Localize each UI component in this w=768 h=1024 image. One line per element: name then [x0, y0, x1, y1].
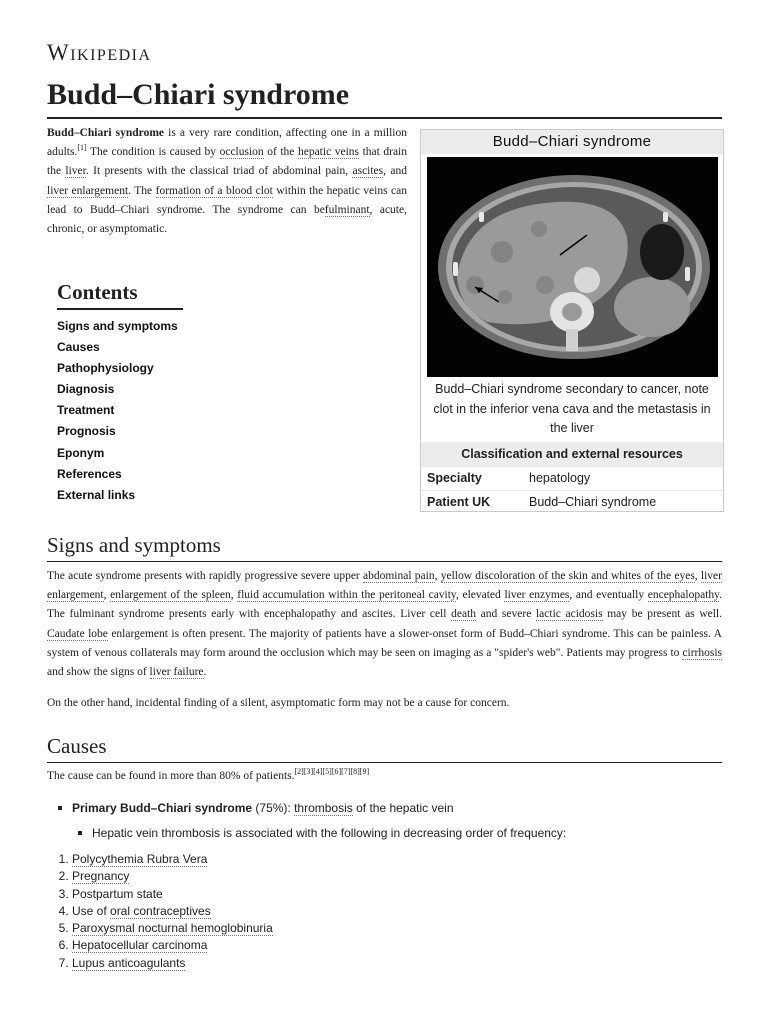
body-text: enlargement is often present. The majority of patients have a slower-onset form of Budd–Chiari syndrome. This can be painless. A system of venous collaterals may form around the occlusion which may be seen on imaging as a "spider's web". Patients may progress to — [47, 627, 722, 659]
list-item — [72, 851, 273, 868]
body-text: . — [203, 666, 207, 679]
body-text: . The fulminant syndrome presents early with encephalopathy and ascites. Liver cell — [47, 589, 723, 621]
body-text: , elevated — [455, 589, 505, 602]
body-text: , — [230, 589, 238, 602]
lead-bold-term: Budd–Chiari syndrome — [47, 127, 165, 139]
infobox-key: Specialty — [427, 470, 482, 485]
list-item-sub: Hepatic vein thrombosis is associated with the following in decreasing order of frequency: — [92, 826, 567, 840]
link-hcc[interactable]: Hepatocellular carcinoma — [72, 938, 208, 953]
primary-pct: (75%): — [252, 801, 295, 815]
lead-text: , acute, chronic, or asymptomatic. — [47, 203, 407, 236]
link-liver-failure[interactable]: liver failure — [149, 666, 204, 679]
toc-title: Contents — [57, 280, 183, 310]
list-item: 3. Postpartum state — [72, 886, 273, 903]
lead-text: within the hepatic veins can lead to Budd–Chiari syndrome. The syndrome can be — [47, 184, 407, 216]
infobox-row-specialty — [421, 466, 723, 490]
primary-bold: Primary Budd–Chiari syndrome — [72, 801, 253, 815]
lead-paragraph — [47, 124, 407, 239]
signs-paragraph-1 — [47, 567, 722, 682]
link-liver-enzymes[interactable]: liver enzymes — [504, 589, 570, 602]
toc-list — [57, 316, 197, 506]
infobox-section-header: Classification and external resources — [421, 442, 723, 466]
ct-scan-image[interactable] — [427, 157, 718, 377]
infobox-caption: Budd–Chiari syndrome secondary to cancer, note clot in the inferior vena cava and the metastasis in the liver — [433, 382, 711, 435]
infobox-value[interactable]: hepatology — [529, 470, 591, 485]
infobox — [420, 129, 724, 512]
lead-text: that drain the — [47, 146, 407, 178]
link-polycythemia[interactable]: Polycythemia Rubra Vera — [72, 852, 208, 866]
toc-item-eponym[interactable]: Eponym — [57, 445, 105, 460]
link-pnh[interactable]: Paroxysmal nocturnal hemoglobinuria — [72, 921, 273, 936]
ref-2-9[interactable]: [2][3][4][5][6][7][8][9] — [294, 767, 370, 777]
toc-item-treatment[interactable]: Treatment — [57, 403, 115, 418]
body-text: Use of — [72, 903, 111, 918]
link-cirrhosis[interactable]: cirrhosis — [682, 646, 722, 659]
link-liver-enlargement-2[interactable]: liver enlargement — [47, 570, 722, 602]
infobox-key: Patient UK — [427, 494, 491, 509]
body-text: , and eventually — [569, 589, 648, 602]
link-lupus[interactable]: Lupus anticoagulants — [72, 955, 186, 970]
list-item — [72, 955, 273, 972]
toc-item-external-links[interactable]: External links — [57, 487, 136, 502]
table-of-contents — [57, 280, 197, 506]
link-abdominal-pain[interactable]: abdominal pain — [363, 570, 435, 582]
infobox-row-patient-uk — [421, 490, 723, 514]
link-caudate-lobe[interactable]: Caudate lobe — [47, 627, 108, 640]
wikipedia-logo[interactable]: Wikipedia — [47, 40, 152, 65]
link-fulminant[interactable]: fulminant — [324, 203, 370, 216]
link-liver[interactable]: liver — [65, 165, 86, 178]
list-item — [72, 920, 273, 937]
body-text: , — [434, 570, 441, 582]
body-text: and show the signs of — [47, 666, 150, 679]
lead-text: of the — [263, 146, 298, 159]
body-text: , — [694, 570, 701, 582]
lead-text: The condition is caused by — [86, 146, 220, 159]
body-text: , — [103, 589, 111, 602]
lead-text: , and — [383, 165, 407, 178]
body-text: The cause can be found in more than 80% of patients. — [47, 770, 295, 782]
lead-text: is a very rare condition, affecting one in a million adults. — [47, 127, 407, 159]
frequency-list — [47, 851, 273, 972]
link-lactic-acidosis[interactable]: lactic acidosis — [535, 608, 603, 621]
page-title: Budd–Chiari syndrome — [47, 77, 722, 119]
section-heading-signs: Signs and symptoms — [47, 532, 722, 562]
lead-text: . The — [128, 184, 156, 197]
list-item-primary — [72, 799, 454, 817]
infobox-value[interactable]: Budd–Chiari syndrome — [529, 494, 657, 509]
signs-paragraph-2: On the other hand, incidental finding of a silent, asymptomatic form may not be a cause for concern. — [47, 697, 510, 709]
ct-scan-illustration — [427, 157, 718, 377]
body-text: may be present as well. — [602, 608, 722, 621]
link-jaundice[interactable]: yellow discoloration of the skin and whites of the eyes — [440, 570, 695, 582]
toc-item-pathophysiology[interactable]: Pathophysiology — [57, 361, 154, 376]
link-blood-clot[interactable]: formation of a blood clot — [155, 184, 273, 197]
link-death[interactable]: death — [451, 608, 477, 621]
list-item — [72, 903, 273, 920]
body-text: The acute syndrome presents with rapidly progressive severe upper — [47, 570, 363, 582]
link-hepatic-veins[interactable]: hepatic veins — [297, 146, 360, 159]
lead-text: . It presents with the classical triad of abdominal pain, — [85, 165, 353, 178]
toc-item-diagnosis[interactable]: Diagnosis — [57, 382, 115, 397]
toc-item-causes[interactable]: Causes — [57, 340, 100, 355]
ref-1[interactable]: [1] — [77, 143, 87, 153]
list-item — [72, 937, 273, 954]
primary-rest: of the hepatic vein — [352, 801, 454, 815]
link-encephalopathy[interactable]: encephalopathy — [647, 589, 720, 602]
link-liver-enlargement[interactable]: liver enlargement — [47, 184, 129, 197]
toc-item-signs[interactable]: Signs and symptoms — [57, 319, 178, 333]
body-text: and severe — [476, 608, 536, 621]
link-thrombosis[interactable]: thrombosis — [294, 801, 353, 815]
link-spleen[interactable]: enlargement of the spleen — [110, 589, 231, 602]
link-peritoneal[interactable]: fluid accumulation within the peritoneal cavity — [237, 589, 456, 602]
link-occlusion[interactable]: occlusion — [219, 146, 264, 159]
link-ascites[interactable]: ascites — [352, 165, 384, 178]
infobox-title: Budd–Chiari syndrome — [421, 130, 723, 154]
toc-item-prognosis[interactable]: Prognosis — [57, 424, 116, 439]
link-pregnancy[interactable]: Pregnancy — [72, 869, 130, 884]
list-item — [72, 868, 273, 885]
toc-item-references[interactable]: References — [57, 466, 122, 481]
causes-intro — [47, 767, 722, 786]
section-heading-causes: Causes — [47, 733, 722, 763]
link-oral-contraceptives[interactable]: oral contraceptives — [110, 903, 211, 918]
